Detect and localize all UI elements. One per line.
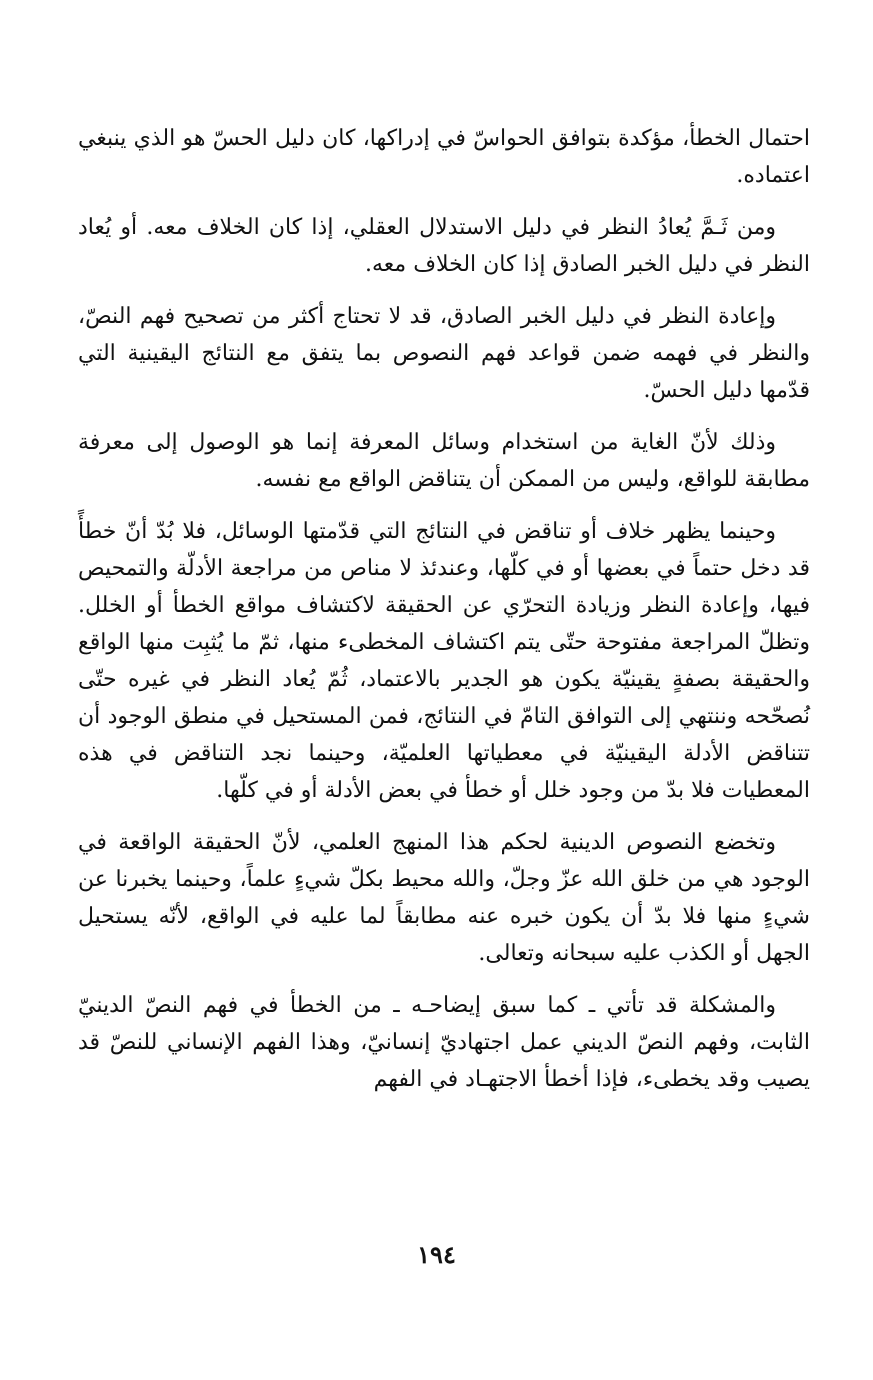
paragraph-6: وتخضع النصوص الدينية لحكم هذا المنهج العلمي، لأنّ الحقيقة الواقعة في الوجود هي من خلق الله عزّ وجلّ، والله محيط بكلّ شيءٍ علماً، وحينما يخبرنا عن شيءٍ منها فلا بدّ أن يكون خبره عنه مطابقاً لما عليه في الواقع، لأنّه يستحيل الجهل أو الكذب عليه سبحانه وتعالى. (78, 830, 811, 966)
page-number: ١٩٤ (417, 1240, 456, 1269)
paragraph-1: احتمال الخطأ، مؤكدة بتوافق الحواسّ في إدراكها، كان دليل الحسّ هو الذي ينبغي اعتماده. (78, 126, 810, 188)
page-body (78, 120, 810, 1113)
paragraph-2: ومن ثَـمَّ يُعادُ النظر في دليل الاستدلال العقلي، إذا كان الخلاف معه. أو يُعاد النظر في دليل الخبر الصادق إذا كان الخلاف معه. (78, 215, 810, 277)
paragraph-3: وإعادة النظر في دليل الخبر الصادق، قد لا تحتاج أكثر من تصحيح فهم النصّ، والنظر في فهمه ضمن قواعد فهم النصوص بما يتفق مع النتائج اليقينية التي قدّمها دليل الحسّ. (78, 304, 810, 403)
paragraph-7: والمشكلة قد تأتي ـ كما سبق إيضاحـه ـ من الخطأ في فهم النصّ الدينيّ الثابت، وفهم النصّ الديني عمل اجتهاديّ إنسانيّ، وهذا الفهم الإنساني للنصّ قد يصيب وقد يخطىء، فإذا أخطأ الاجتهـاد في الفهم (78, 993, 810, 1092)
paragraph-5: وحينما يظهر خلاف أو تناقض في النتائج التي قدّمتها الوسائل، فلا بُدّ أنّ خطأً قد دخل حتماً في بعضها أو في كلّها، وعندئذ لا مناص من مراجعة الأدلّة والتمحيص فيها، وإعادة النظر وزيادة التحرّي عن الحقيقة لاكتشاف مواقع الخطأ أو الخلل. وتظلّ المراجعة مفتوحة حتّى يتم اكتشاف المخطىء منها، ثمّ ما يُثبِت منها الواقع والحقيقة بصفةٍ يقينيّة يكون هو الجدير بالاعتماد، ثُمّ يُعاد النظر في غيره حتّى نُصحّحه وننتهي إلى التوافق التامّ في النتائج، فمن المستحيل في منطق الوجود أن تتناقض الأدلة اليقينيّة في معطياتها العلميّة، وحينما نجد التناقض في هذه المعطيات فلا بدّ من وجود خلل أو خطأ في بعض الأدلة أو في كلّها. (78, 519, 810, 803)
paragraph-4: وذلك لأنّ الغاية من استخدام وسائل المعرفة إنما هو الوصول إلى معرفة مطابقة للواقع، وليس من الممكن أن يتناقض الواقع مع نفسه. (78, 430, 810, 492)
